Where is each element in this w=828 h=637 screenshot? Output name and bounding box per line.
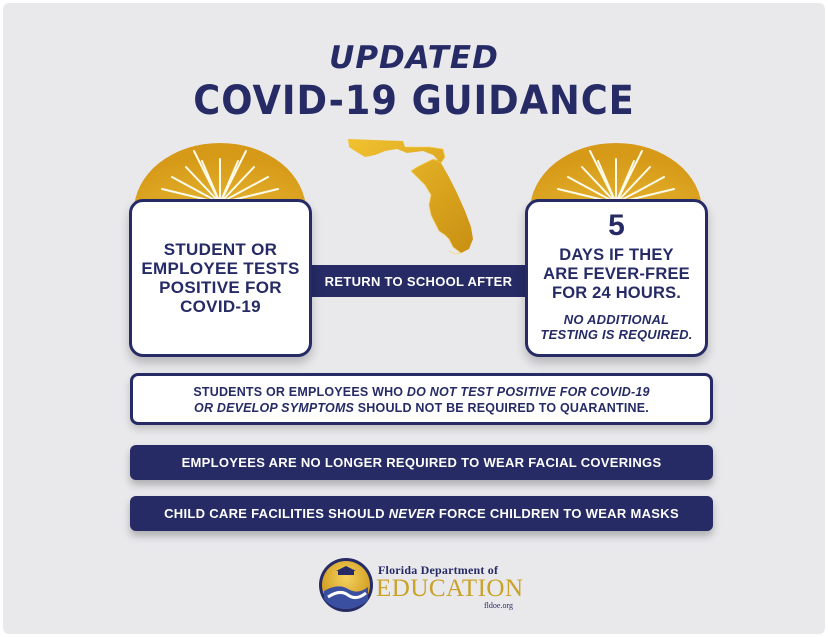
fldoe-emblem-icon: [318, 557, 374, 613]
logo-education-text: EDUCATION: [376, 575, 524, 602]
logo-url: fldoe.org: [484, 601, 513, 610]
card-line: POSITIVE FOR: [159, 278, 282, 297]
title-guidance: COVID-19 GUIDANCE: [193, 78, 635, 124]
quarantine-text: STUDENTS OR EMPLOYEES WHO: [193, 385, 407, 399]
note-line: NO ADDITIONAL: [563, 312, 670, 327]
quarantine-line-2: [133, 400, 710, 416]
days-number: 5: [608, 209, 625, 242]
quarantine-emphasis: OR DEVELOP SYMPTOMS: [194, 401, 355, 415]
card-line: STUDENT OR: [163, 240, 278, 259]
child-care-masks-banner: [130, 496, 713, 531]
florida-map-icon: [345, 135, 475, 255]
banner-text: EMPLOYEES ARE NO LONGER REQUIRED TO WEAR FACIAL COVERINGS: [181, 455, 662, 470]
card-line: DAYS IF THEY: [559, 246, 674, 264]
sunburst-icon: [526, 141, 706, 203]
days-text: [528, 246, 705, 303]
return-to-school-label: RETURN TO SCHOOL AFTER: [311, 265, 526, 297]
card-line: COVID-19: [180, 297, 261, 316]
note-line: TESTING IS REQUIRED.: [540, 327, 693, 342]
banner-text: CHILD CARE FACILITIES SHOULD: [164, 506, 389, 521]
card-line: FOR 24 HOURS.: [551, 284, 682, 302]
quarantine-emphasis: DO NOT TEST POSITIVE FOR COVID-19: [406, 385, 650, 399]
title-updated: UPDATED: [329, 40, 499, 76]
quarantine-notice: [130, 373, 713, 425]
card-line: ARE FEVER-FREE: [543, 265, 690, 283]
sunburst-icon: [130, 141, 310, 203]
five-days-card: [525, 199, 708, 357]
facial-coverings-banner: [130, 445, 713, 480]
quarantine-line-1: [133, 384, 710, 400]
banner-text: FORCE CHILDREN TO WEAR MASKS: [435, 506, 679, 521]
quarantine-text: SHOULD NOT BE REQUIRED TO QUARANTINE.: [354, 401, 649, 415]
banner-emphasis: NEVER: [388, 506, 436, 521]
card-line: EMPLOYEE TESTS: [141, 259, 300, 278]
positive-test-card: [129, 199, 312, 357]
fldoe-logo: [318, 555, 524, 617]
no-testing-note: [528, 312, 705, 342]
logo-department-text: Florida Department of: [378, 563, 499, 577]
